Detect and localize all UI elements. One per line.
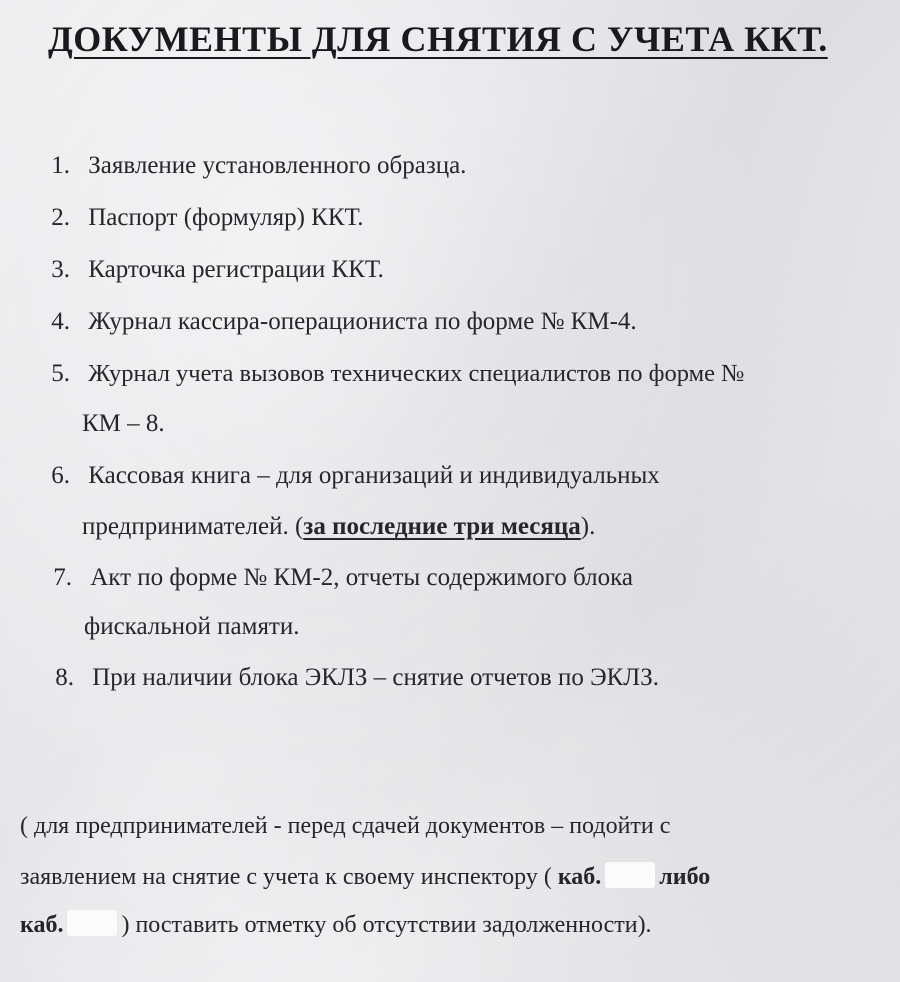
list-item-7-continued: фискальной памяти. — [84, 613, 300, 640]
redacted-cabinet-number — [605, 862, 655, 888]
note-line-3: каб. ) поставить отметку об отсутствии задолженности). — [20, 912, 652, 938]
emphasis-last-three-months: за последние три месяца — [303, 513, 581, 540]
list-item-5: 5. Журнал учета вызовов технических специалистов по форме № — [51, 360, 745, 387]
list-item-4: 4. Журнал кассира-операциониста по форме № КМ-4. — [51, 308, 637, 335]
page-title: ДОКУМЕНТЫ ДЛЯ СНЯТИЯ С УЧЕТА ККТ. — [48, 19, 828, 59]
list-item-3: 3. Карточка регистрации ККТ. — [51, 256, 384, 283]
list-item-6: 6. Кассовая книга – для организаций и индивидуальных — [51, 462, 660, 489]
list-item-1: 1. Заявление установленного образца. — [51, 152, 467, 179]
note-line-1: ( для предпринимателей - перед сдачей документов – подойти с — [20, 813, 671, 839]
note-line-2: заявлением на снятие с учета к своему инспектору ( каб. либо — [20, 864, 711, 890]
list-item-2: 2. Паспорт (формуляр) ККТ. — [51, 204, 364, 231]
list-item-7: 7. Акт по форме № КМ-2, отчеты содержимого блока — [53, 564, 633, 591]
list-item-6-continued: предпринимателей. (за последние три месяца). — [82, 513, 596, 540]
list-item-5-continued: КМ – 8. — [82, 410, 165, 437]
redacted-cabinet-number — [67, 910, 117, 936]
list-item-8: 8. При наличии блока ЭКЛЗ – снятие отчетов по ЭКЛЗ. — [55, 664, 659, 691]
